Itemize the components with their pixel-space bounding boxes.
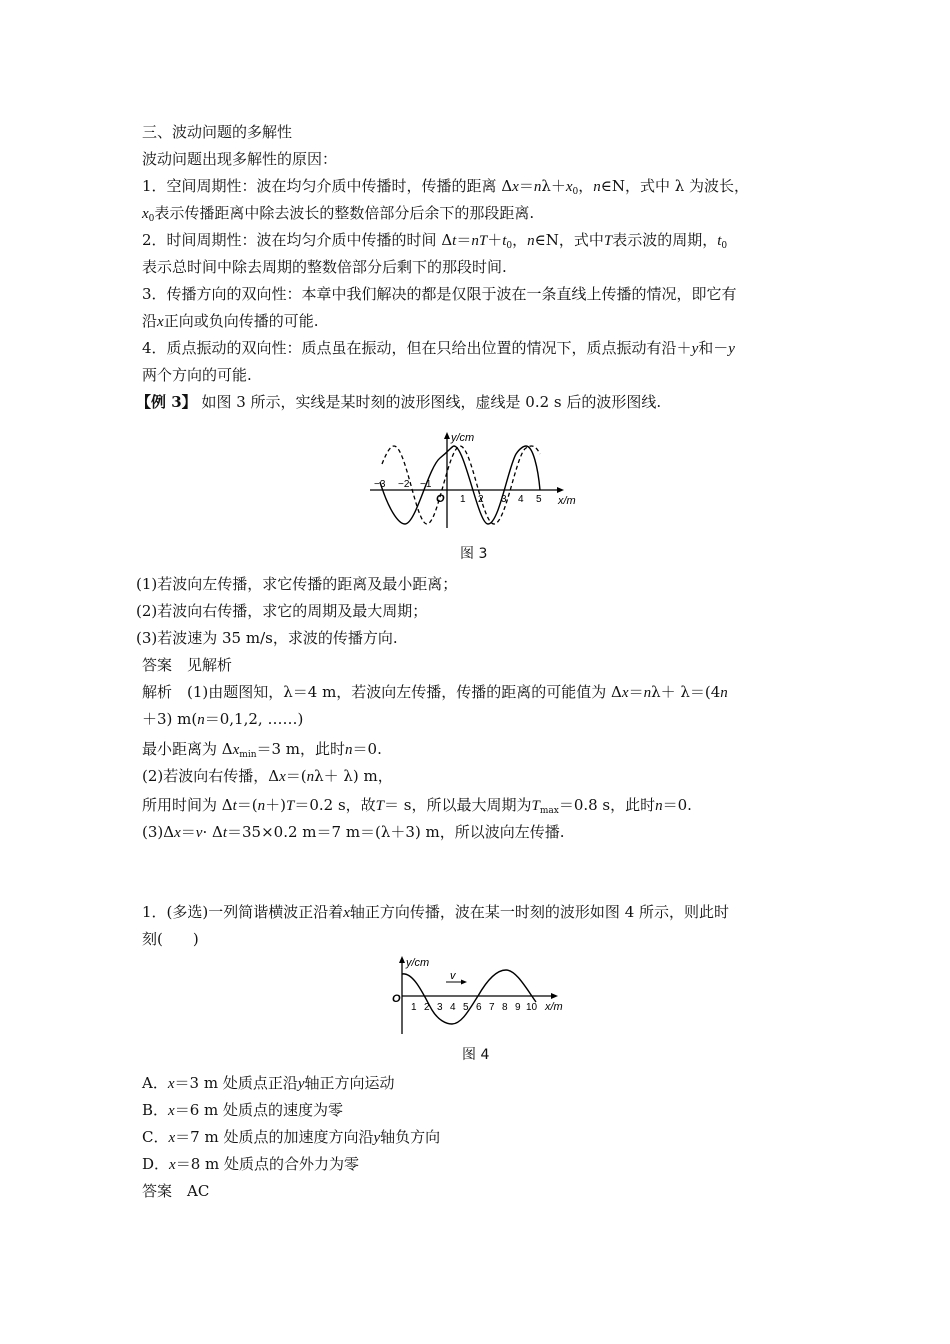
problem-1-line-2: 刻( ) <box>142 930 199 948</box>
question-2: (2)若波向右传播，求它的周期及最大周期； <box>136 602 428 620</box>
point-2-line-1: 2．时间周期性：波在均匀介质中传播的时间 $\Delta t=nT+t_0$，n∈N，式中T表示波的周期，$t_0$ <box>142 231 728 251</box>
fig3-y-label: y/cm <box>451 432 475 444</box>
fig4-tick-label: 10 <box>526 1002 538 1013</box>
fig3-tick-label: 2 <box>478 494 484 505</box>
fig3-tick-label: 3 <box>501 494 507 505</box>
option-a: A．x＝3 m 处质点正沿y轴正方向运动 <box>142 1074 395 1092</box>
figure-3-wave-graph <box>368 428 584 536</box>
fig4-tick-label: 7 <box>489 1002 495 1013</box>
figure-4-wave-graph <box>388 952 572 1036</box>
point-1-line-2: $x_0$表示传播距离中除去波长的整数倍部分后余下的那段距离. <box>142 204 535 224</box>
example-3-statement: 【例 3】 如图 3 所示，实线是某时刻的波形图线，虚线是 0.2 s 后的波形图线. <box>136 393 662 411</box>
fig3-x-label: x/m <box>558 495 576 507</box>
point-3-line-2: 沿x正向或负向传播的可能. <box>142 312 319 330</box>
fig4-tick-label: 3 <box>437 1002 443 1013</box>
question-3: (3)若波速为 35 m/s，求波的传播方向. <box>136 629 398 647</box>
point-1-line-1: 1．空间周期性：波在均匀介质中传播时，传播的距离 $\Delta x=n\lambda+x_0$，n∈N，式中 λ 为波长， <box>142 177 750 197</box>
fig4-tick-label: 1 <box>411 1002 417 1013</box>
fig3-tick-label: 1 <box>460 494 466 505</box>
option-b: B．x＝6 m 处质点的速度为零 <box>142 1101 344 1119</box>
option-d: D．x＝8 m 处质点的合外力为零 <box>142 1155 360 1173</box>
fig4-x-arrow <box>551 993 558 999</box>
fig3-x-arrow <box>557 487 564 493</box>
example-answer: 答案 见解析 <box>142 656 233 674</box>
fig4-y-arrow <box>399 956 405 963</box>
solution-line-5: 所用时间为 Δt＝(n＋)T＝0.2 s，故T＝ s，所以最大周期为$T_{max}=0.8$ s，此时n＝0. <box>142 796 692 816</box>
fig4-tick-label: 4 <box>450 1002 456 1013</box>
fig4-y-label: y/cm <box>406 957 430 969</box>
fig4-x-label: x/m <box>545 1001 563 1013</box>
intro-text: 波动问题出现多解性的原因： <box>142 150 338 168</box>
fig3-tick-label: 4 <box>518 494 524 505</box>
figure-3-caption: 图 3 <box>460 546 488 562</box>
section-title: 三、波动问题的多解性 <box>142 123 293 141</box>
solution-line-1: 解析 (1)由题图知，λ＝4 m，若波向左传播，传播的距离的可能值为 Δx＝nλ＋ λ＝(4n <box>142 683 728 701</box>
fig3-y-arrow <box>444 432 450 439</box>
point-3-line-1: 3．传播方向的双向性：本章中我们解决的都是仅限于波在一条直线上传播的情况，即它有 <box>142 285 737 303</box>
fig3-tick-label: 5 <box>536 494 542 505</box>
question-1: (1)若波向左传播，求它传播的距离及最小距离； <box>136 575 458 593</box>
solution-line-6: (3)Δx＝v· Δt＝35×0.2 m＝7 m＝(λ＋3) m，所以波向左传播. <box>142 823 565 841</box>
point-2-line-2: 表示总时间中除去周期的整数倍部分后剩下的那段时间. <box>142 258 507 276</box>
solution-line-4: (2)若波向右传播，Δx＝(nλ＋ λ) m， <box>142 767 393 785</box>
fig4-origin-label: O <box>392 993 401 1005</box>
fig4-tick-label: 6 <box>476 1002 482 1013</box>
point-4-line-2: 两个方向的可能. <box>142 366 252 384</box>
solution-line-2: ＋3) m(n＝0,1,2, ……) <box>142 710 304 728</box>
fig4-tick-label: 8 <box>502 1002 508 1013</box>
point-4-line-1: 4．质点振动的双向性：质点虽在振动，但在只给出位置的情况下，质点振动有沿＋y和－y <box>142 339 735 357</box>
fig4-velocity-label: v <box>450 970 456 982</box>
figure-4-caption: 图 4 <box>462 1047 490 1063</box>
problem-1-line-1: 1．(多选)一列简谐横波正沿着x轴正方向传播，波在某一时刻的波形如图 4 所示，则此时 <box>142 903 730 921</box>
fig3-tick-label: −1 <box>420 479 432 490</box>
fig3-tick-label: −2 <box>398 479 410 490</box>
problem-1-answer: 答案 AC <box>142 1182 210 1200</box>
fig4-tick-label: 9 <box>515 1002 521 1013</box>
fig3-tick-label: −3 <box>374 479 386 490</box>
solution-line-3: 最小距离为 $\Delta x_{min}=3$ m，此时n＝0. <box>142 740 382 760</box>
fig4-tick-label: 5 <box>463 1002 469 1013</box>
fig4-wave <box>402 970 536 1024</box>
option-c: C．x＝7 m 处质点的加速度方向沿y轴负方向 <box>142 1128 441 1146</box>
fig3-origin-label: O <box>436 493 445 505</box>
fig4-tick-label: 2 <box>424 1002 430 1013</box>
